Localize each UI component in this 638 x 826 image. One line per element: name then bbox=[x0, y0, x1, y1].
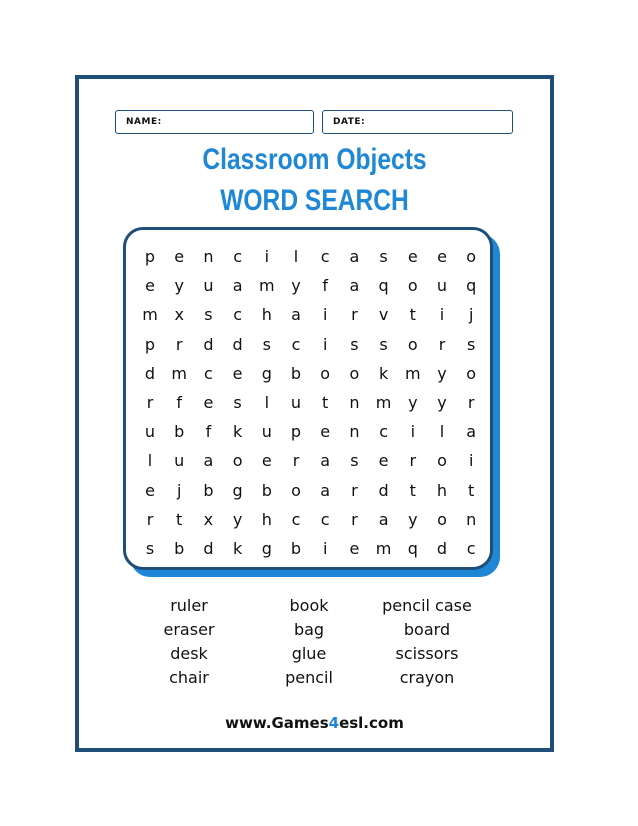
grid-letter: s bbox=[233, 393, 242, 412]
grid-letter: e bbox=[407, 247, 418, 266]
footer-url-accent: 4 bbox=[328, 714, 340, 732]
grid-letter: r bbox=[146, 509, 154, 529]
grid-letter: e bbox=[349, 539, 360, 558]
grid-letter: j bbox=[176, 480, 182, 500]
grid-letter: b bbox=[290, 539, 302, 558]
grid-letter: p bbox=[144, 247, 156, 266]
name-field[interactable] bbox=[115, 110, 314, 134]
grid-letter: m bbox=[375, 539, 392, 558]
grid-letter: c bbox=[203, 363, 213, 383]
name-label: NAME: bbox=[126, 117, 162, 127]
grid-letter: t bbox=[176, 509, 183, 529]
grid-letter: m bbox=[375, 393, 392, 412]
grid-letter: r bbox=[351, 509, 358, 529]
grid-letter: g bbox=[232, 480, 243, 500]
grid-letter: y bbox=[291, 276, 301, 296]
grid-letter: e bbox=[232, 363, 243, 383]
grid-letter: d bbox=[144, 363, 156, 383]
grid-letter: i bbox=[322, 334, 328, 354]
word-list-item: board bbox=[403, 620, 451, 639]
grid-letter: c bbox=[379, 422, 388, 442]
date-field[interactable] bbox=[322, 110, 513, 134]
word-list-item: ruler bbox=[170, 596, 208, 615]
grid-letter: a bbox=[232, 276, 243, 296]
grid-letter: s bbox=[350, 451, 359, 471]
grid-letter: c bbox=[291, 509, 301, 529]
grid-letter: k bbox=[232, 422, 243, 442]
grid-letter: s bbox=[379, 334, 388, 354]
grid-letter: m bbox=[142, 305, 158, 325]
grid-letter: a bbox=[291, 305, 301, 325]
grid-letter: a bbox=[466, 422, 477, 442]
grid-letter: o bbox=[466, 363, 477, 383]
grid-letter: e bbox=[261, 451, 272, 471]
grid-letter: t bbox=[409, 480, 416, 500]
grid-letter: b bbox=[203, 480, 214, 500]
grid-letter: c bbox=[320, 247, 330, 266]
grid-letter: r bbox=[146, 393, 154, 412]
grid-letter: l bbox=[147, 451, 153, 471]
grid-letter: l bbox=[293, 247, 299, 266]
grid-letter: u bbox=[144, 422, 156, 442]
grid-letter: f bbox=[322, 276, 328, 296]
word-list-item: glue bbox=[291, 644, 327, 663]
grid-letter: n bbox=[349, 422, 360, 442]
grid-letter: r bbox=[467, 393, 475, 412]
word-list-item: book bbox=[289, 596, 329, 615]
grid-letter: e bbox=[437, 247, 447, 266]
grid-letter: u bbox=[174, 451, 185, 471]
grid-letter: a bbox=[320, 480, 331, 500]
footer-url-prefix: www.Games bbox=[225, 714, 329, 732]
grid-letter: l bbox=[264, 393, 270, 412]
grid-letter: d bbox=[378, 480, 389, 500]
grid-letter: l bbox=[439, 422, 445, 442]
grid-letter: b bbox=[174, 539, 185, 558]
grid-letter: o bbox=[407, 334, 418, 354]
grid-letter: e bbox=[174, 247, 185, 266]
grid-letter: g bbox=[261, 363, 272, 383]
page-title: Classroom Objects bbox=[202, 143, 427, 176]
grid-letter: c bbox=[320, 509, 330, 529]
word-list-item: pencil case bbox=[382, 596, 472, 615]
grid-letter: a bbox=[378, 509, 389, 529]
grid-letter: s bbox=[262, 334, 271, 354]
grid-letter: o bbox=[437, 451, 447, 471]
grid-letter: o bbox=[320, 363, 331, 383]
grid-letter: o bbox=[437, 509, 447, 529]
grid-letter: y bbox=[437, 393, 447, 412]
grid-letter: x bbox=[174, 305, 184, 325]
grid-letter: g bbox=[261, 539, 272, 558]
grid-letter: c bbox=[233, 305, 242, 325]
grid-letter: o bbox=[466, 247, 477, 266]
grid-letter: i bbox=[439, 305, 445, 325]
grid-letter: n bbox=[349, 393, 360, 412]
grid-letter: i bbox=[410, 422, 416, 442]
grid-letter: s bbox=[467, 334, 476, 354]
grid-letter: m bbox=[405, 363, 421, 383]
grid-letter: o bbox=[407, 276, 418, 296]
grid-letter: u bbox=[261, 422, 272, 442]
grid-letter: r bbox=[438, 334, 446, 354]
grid-letter: e bbox=[145, 480, 155, 500]
grid-letter: o bbox=[232, 451, 243, 471]
grid-letter: e bbox=[378, 451, 389, 471]
grid-letter: m bbox=[259, 276, 275, 296]
word-list-item: chair bbox=[169, 668, 209, 687]
grid-letter: n bbox=[203, 247, 214, 266]
grid-letter: f bbox=[176, 393, 182, 412]
grid-letter: b bbox=[174, 422, 185, 442]
word-list-item: desk bbox=[170, 644, 208, 663]
grid-letter: t bbox=[468, 480, 475, 500]
grid-letter: e bbox=[203, 393, 214, 412]
grid-letter: r bbox=[351, 480, 358, 500]
grid-letter: h bbox=[261, 509, 272, 529]
grid-letter: f bbox=[205, 422, 212, 442]
grid-letter: u bbox=[290, 393, 302, 412]
grid-letter: r bbox=[409, 451, 417, 471]
grid-letter: o bbox=[291, 480, 301, 500]
grid-letter: t bbox=[409, 305, 416, 325]
grid-letter: k bbox=[232, 539, 243, 558]
grid-letter: y bbox=[408, 393, 418, 412]
grid-letter: e bbox=[145, 276, 155, 296]
grid-letter: r bbox=[351, 305, 358, 325]
grid-letter: e bbox=[320, 422, 331, 442]
grid-letter: i bbox=[322, 539, 328, 558]
grid-letter: d bbox=[203, 539, 214, 558]
grid-letter: t bbox=[322, 393, 329, 412]
grid-letter: s bbox=[379, 247, 388, 266]
date-label: DATE: bbox=[333, 117, 366, 127]
grid-letter: q bbox=[407, 539, 418, 558]
word-list-item: scissors bbox=[395, 644, 459, 663]
grid-letter: o bbox=[349, 363, 360, 383]
grid-letter: v bbox=[378, 305, 389, 325]
grid-letter: a bbox=[320, 451, 331, 471]
grid-letter: j bbox=[468, 305, 474, 325]
grid-letter: q bbox=[378, 276, 389, 296]
word-list-item: crayon bbox=[399, 668, 455, 687]
grid-letter: d bbox=[232, 334, 243, 354]
grid-letter: y bbox=[174, 276, 184, 296]
grid-letter: h bbox=[436, 480, 448, 500]
grid-letter: u bbox=[203, 276, 214, 296]
word-list-item: pencil bbox=[285, 668, 333, 687]
grid-letter: m bbox=[171, 363, 187, 383]
grid-letter: y bbox=[408, 509, 418, 529]
grid-letter: d bbox=[436, 539, 448, 558]
grid-letter: c bbox=[291, 334, 301, 354]
word-list-item: bag bbox=[293, 620, 325, 639]
grid-letter: i bbox=[322, 305, 328, 325]
grid-letter: h bbox=[261, 305, 272, 325]
grid-letter: q bbox=[466, 276, 477, 296]
grid-letter: k bbox=[378, 363, 389, 383]
grid-letter: x bbox=[203, 509, 214, 529]
word-list-item: eraser bbox=[163, 620, 215, 639]
grid-letter: a bbox=[203, 451, 214, 471]
grid-letter: n bbox=[466, 509, 477, 529]
grid-letter: s bbox=[204, 305, 213, 325]
grid-letter: c bbox=[466, 539, 476, 558]
grid-letter: p bbox=[290, 422, 302, 442]
grid-letter: p bbox=[144, 334, 156, 354]
grid-letter: i bbox=[468, 451, 474, 471]
grid-letter: r bbox=[175, 334, 183, 354]
grid-letter: r bbox=[292, 451, 300, 471]
page-subtitle: WORD SEARCH bbox=[220, 184, 409, 217]
grid-letter: u bbox=[436, 276, 448, 296]
grid-letter: c bbox=[233, 247, 242, 266]
grid-letter: y bbox=[437, 363, 447, 383]
footer-url-suffix: esl.com bbox=[339, 714, 404, 732]
grid-letter: d bbox=[203, 334, 214, 354]
grid-letter: y bbox=[232, 509, 243, 529]
grid-letter: b bbox=[261, 480, 272, 500]
footer-url[interactable] bbox=[75, 712, 554, 734]
grid-letter: i bbox=[264, 247, 270, 266]
grid-letter: a bbox=[349, 276, 360, 296]
grid-letter: s bbox=[350, 334, 359, 354]
grid-letter: a bbox=[349, 247, 360, 266]
grid-letter: b bbox=[290, 363, 302, 383]
grid-letter: s bbox=[145, 539, 155, 558]
